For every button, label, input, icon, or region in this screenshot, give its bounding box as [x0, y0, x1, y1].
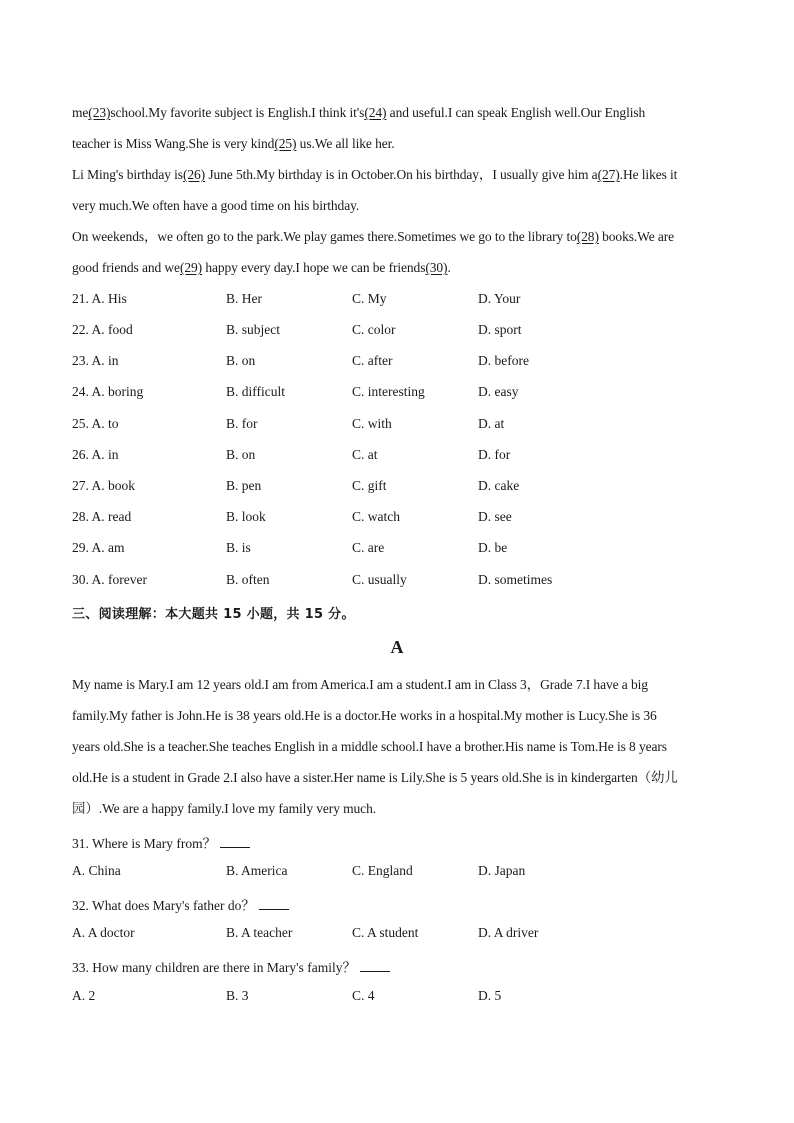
option-d[interactable]: D. Your: [478, 291, 521, 306]
option-d[interactable]: D. at: [478, 416, 505, 431]
option-a[interactable]: 24. A. boring: [72, 384, 144, 399]
answer-blank[interactable]: [220, 837, 250, 848]
option-b[interactable]: B. pen: [226, 478, 262, 493]
passage-line: [72, 159, 722, 190]
option-c[interactable]: C. are: [352, 540, 385, 555]
option-b[interactable]: B. is: [226, 540, 251, 555]
passage-line: [72, 221, 722, 252]
question-31: [72, 832, 250, 852]
answer-blank[interactable]: [360, 961, 390, 972]
option-row-29: [72, 540, 722, 560]
option-d[interactable]: D. see: [478, 509, 512, 524]
passage-text: On weekends，we often go to the park.We play games there.Sometimes we go to the library to: [72, 229, 577, 244]
option-c[interactable]: C. A student: [352, 925, 419, 940]
option-a[interactable]: 25. A. to: [72, 416, 119, 431]
option-d[interactable]: D. sometimes: [478, 572, 553, 587]
option-a[interactable]: A. China: [72, 863, 121, 878]
option-a[interactable]: A. A doctor: [72, 925, 135, 940]
passage-text: .: [447, 260, 451, 275]
option-c[interactable]: C. color: [352, 322, 396, 337]
passage-text: and useful.I can speak English well.Our English: [386, 105, 646, 120]
reading-passage: [72, 669, 722, 824]
option-row-21: [72, 291, 722, 311]
option-c[interactable]: C. 4: [352, 988, 375, 1003]
passage-line: [72, 252, 722, 283]
option-c[interactable]: C. watch: [352, 509, 400, 524]
question-stem: 32. What does Mary's father do？: [72, 898, 255, 913]
option-b[interactable]: B. on: [226, 447, 256, 462]
option-b[interactable]: B. Her: [226, 291, 262, 306]
option-b[interactable]: B. difficult: [226, 384, 285, 399]
option-c[interactable]: C. after: [352, 353, 393, 368]
question-stem: 33. How many children are there in Mary's family？: [72, 960, 356, 975]
passage-text: .He likes it: [619, 167, 678, 182]
option-a[interactable]: 22. A. food: [72, 322, 133, 337]
option-row-30: [72, 572, 722, 592]
option-a[interactable]: 27. A. book: [72, 478, 136, 493]
option-b[interactable]: B. America: [226, 863, 288, 878]
option-d[interactable]: D. sport: [478, 322, 522, 337]
passage-line: My name is Mary.I am 12 years old.I am from America.I am a student.I am in Class 3，Grade 7.I have a big: [72, 677, 648, 692]
answer-blank[interactable]: [259, 899, 289, 910]
passage-line: 园）.We are a happy family.I love my family very much.: [72, 801, 376, 816]
blank-28: (28): [576, 229, 599, 244]
option-d[interactable]: D. easy: [478, 384, 519, 399]
passage-text: books.We are: [598, 229, 675, 244]
blank-24: (24): [364, 105, 387, 120]
passage-text: Li Ming's birthday is: [72, 167, 183, 182]
passage-line: [72, 190, 722, 221]
option-a[interactable]: A. 2: [72, 988, 96, 1003]
option-row-28: [72, 509, 722, 529]
option-d[interactable]: D. cake: [478, 478, 520, 493]
option-c[interactable]: C. England: [352, 863, 413, 878]
option-b[interactable]: B. A teacher: [226, 925, 293, 940]
option-b[interactable]: B. 3: [226, 988, 249, 1003]
option-b[interactable]: B. on: [226, 353, 256, 368]
option-row-25: [72, 416, 722, 436]
option-c[interactable]: C. at: [352, 447, 378, 462]
option-row-26: [72, 447, 722, 467]
option-b[interactable]: B. subject: [226, 322, 280, 337]
option-a[interactable]: 23. A. in: [72, 353, 119, 368]
option-a[interactable]: 30. A. forever: [72, 572, 147, 587]
option-a[interactable]: 26. A. in: [72, 447, 119, 462]
option-a[interactable]: 28. A. read: [72, 509, 132, 524]
option-d[interactable]: D. 5: [478, 988, 502, 1003]
question-stem: 31. Where is Mary from？: [72, 836, 217, 851]
passage-text: us.We all like her.: [296, 136, 395, 151]
question-32: [72, 894, 289, 914]
passage-line: years old.She is a teacher.She teaches English in a middle school.I have a brother.His name is Tom.He is 8 years: [72, 739, 667, 754]
option-d[interactable]: D. Japan: [478, 863, 526, 878]
passage-text: happy every day.I hope we can be friends: [202, 260, 426, 275]
option-row-32: [72, 925, 722, 945]
passage-text: me: [72, 105, 89, 120]
question-33: [72, 956, 390, 976]
passage-title: A: [390, 637, 404, 657]
option-b[interactable]: B. often: [226, 572, 270, 587]
blank-30: (30): [425, 260, 448, 275]
option-row-27: [72, 478, 722, 498]
blank-27: (27): [597, 167, 620, 182]
option-d[interactable]: D. A driver: [478, 925, 539, 940]
blank-23: (23): [88, 105, 111, 120]
option-c[interactable]: C. usually: [352, 572, 407, 587]
passage-text: school.My favorite subject is English.I think it's: [110, 105, 365, 120]
passage-line: family.My father is John.He is 38 years old.He is a doctor.He works in a hospital.My mother is Lucy.She is 36: [72, 708, 657, 723]
passage-text: good friends and we: [72, 260, 180, 275]
option-row-31: [72, 863, 722, 883]
option-b[interactable]: B. look: [226, 509, 266, 524]
blank-26: (26): [182, 167, 206, 182]
passage-text: June 5th.My birthday is in October.On his birthday，I usually give him a: [205, 167, 598, 182]
option-c[interactable]: C. with: [352, 416, 392, 431]
option-a[interactable]: 21. A. His: [72, 291, 127, 306]
section-heading: 三、阅读理解：本大题共 15 小题，共 15 分。: [72, 607, 355, 622]
option-c[interactable]: C. gift: [352, 478, 387, 493]
option-d[interactable]: D. be: [478, 540, 508, 555]
option-b[interactable]: B. for: [226, 416, 258, 431]
option-c[interactable]: C. interesting: [352, 384, 425, 399]
passage-line: [72, 128, 722, 159]
passage-line: old.He is a student in Grade 2.I also have a sister.Her name is Lily.She is 5 years old.She is in kindergarten（幼儿: [72, 770, 678, 785]
option-row-33: [72, 988, 722, 1008]
option-d[interactable]: D. for: [478, 447, 511, 462]
blank-25: (25): [274, 136, 297, 151]
passage-line: [72, 97, 722, 128]
option-row-24: [72, 384, 722, 404]
option-d[interactable]: D. before: [478, 353, 529, 368]
option-row-22: [72, 322, 722, 342]
cloze-passage: [72, 97, 722, 283]
passage-text: very much.We often have a good time on his birthday.: [72, 198, 360, 213]
option-a[interactable]: 29. A. am: [72, 540, 125, 555]
option-c[interactable]: C. My: [352, 291, 387, 306]
option-row-23: [72, 353, 722, 373]
blank-29: (29): [179, 260, 203, 275]
passage-text: teacher is Miss Wang.She is very kind: [72, 136, 275, 151]
